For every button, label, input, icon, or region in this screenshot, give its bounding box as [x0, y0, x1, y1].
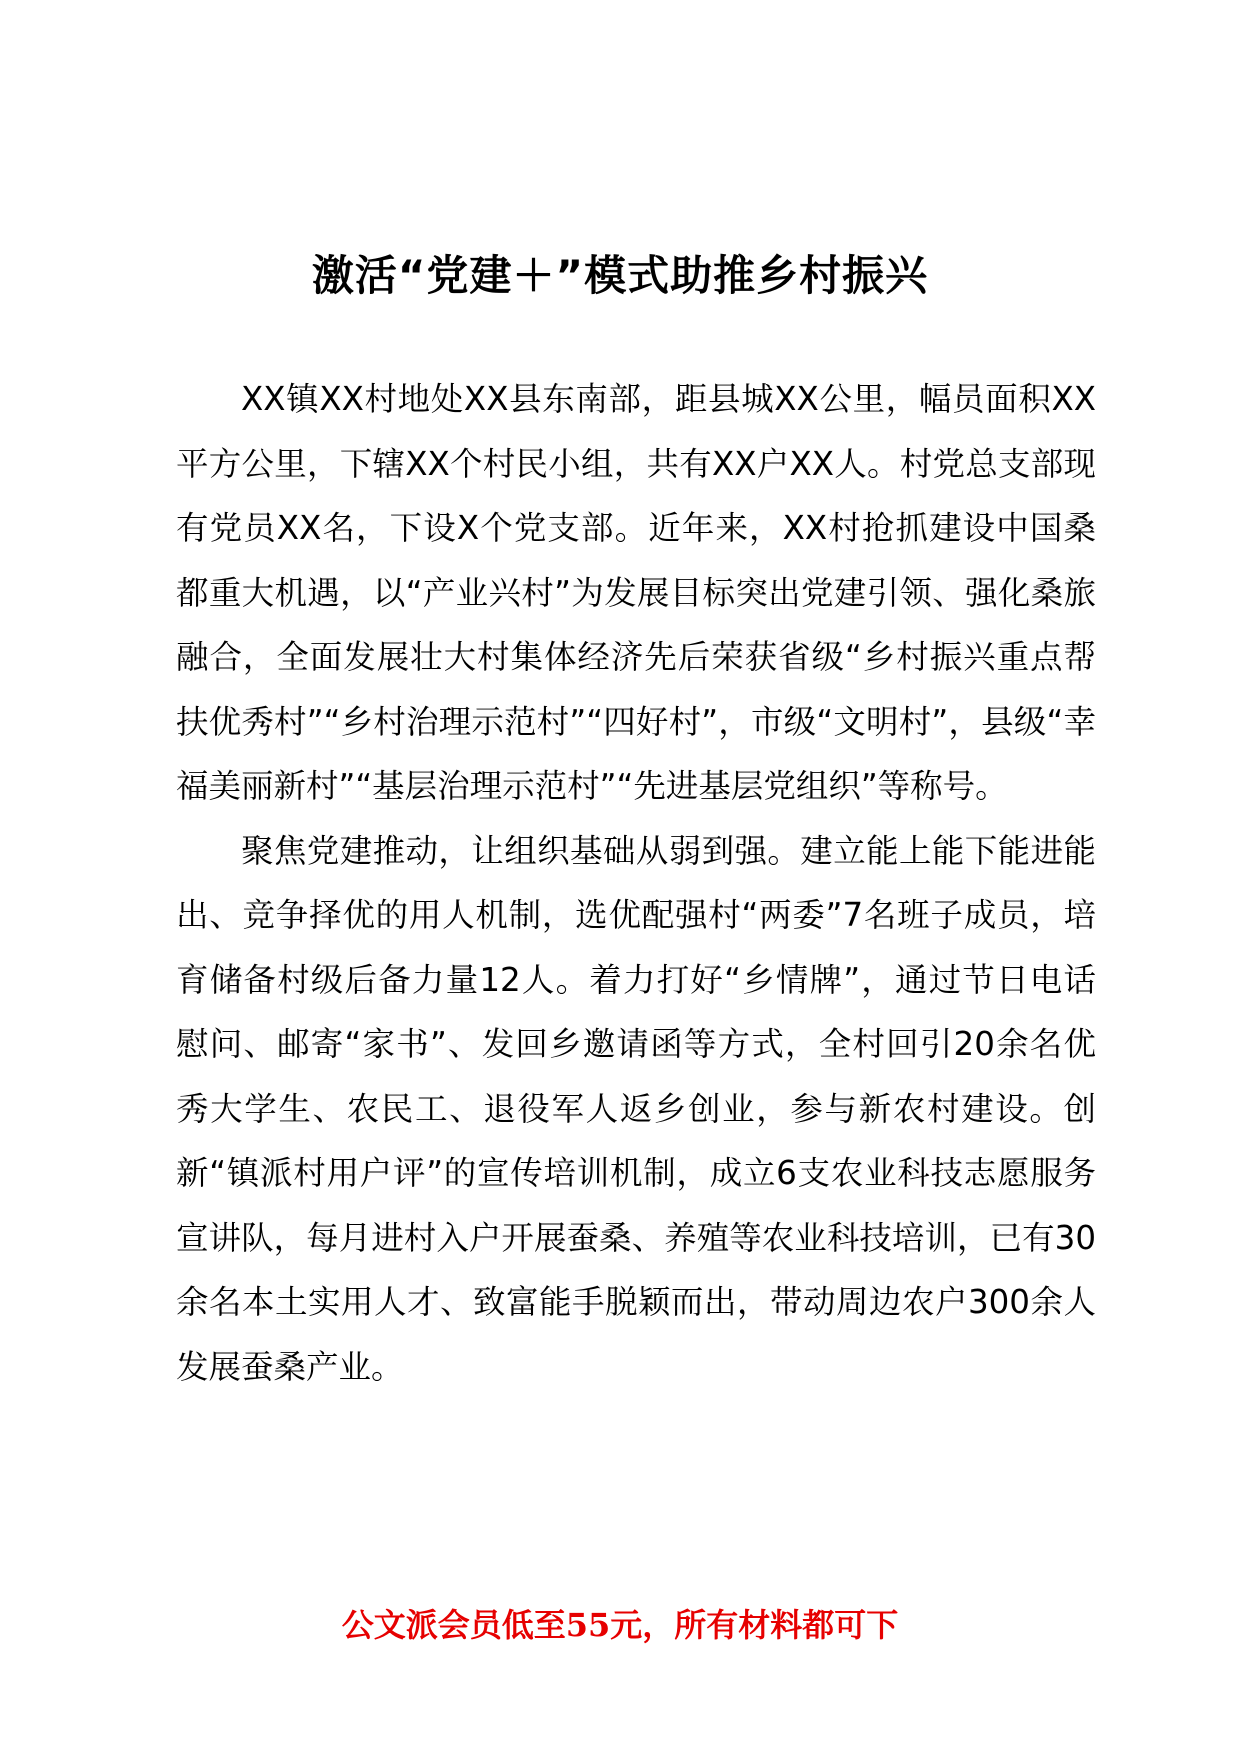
paragraph-party-building: 聚焦党建推动，让组织基础从弱到强。建立能上能下能进能出、竞争择优的用人机制，选优配强村“两委”7名班子成员，培育储备村级后备力量12人。着力打好“乡情牌”，通过节日电话慰问、邮寄“家书”、发回乡邀请函等方式，全村回引20余名优秀大学生、农民工、退役军人返乡创业，参与新农村建设。创新“镇派村用户评”的宣传培训机制，成立6支农业科技志愿服务宣讲队，每月进村入户开展蚕桑、养殖等农业科技培训，已有30余名本土实用人才、致富能手脱颖而出，带动周边农户300余人发展蚕桑产业。 [176, 831, 1096, 1386]
paragraph-village-overview: XX镇XX村地处XX县东南部，距县城XX公里，幅员面积XX平方公里，下辖XX个村民小组，共有XX户XX人。村党总支部现有党员XX名，下设X个党支部。近年来，XX村抢抓建设中国桑都重大机遇，以“产业兴村”为发展目标突出党建引领、强化桑旅融合，全面发展壮大村集体经济先后荣获省级“乡村振兴重点帮扶优秀村”“乡村治理示范村”“四好村”，市级“文明村”，县级“幸福美丽新村”“基层治理示范村”“先进基层党组织”等称号。 [176, 380, 1096, 805]
document-body [176, 367, 1096, 1399]
document-title: 激活“党建＋”模式助推乡村振兴 [311, 251, 929, 300]
footer-promotion-notice: 公文派会员低至55元，所有材料都可下 [341, 1606, 899, 1644]
